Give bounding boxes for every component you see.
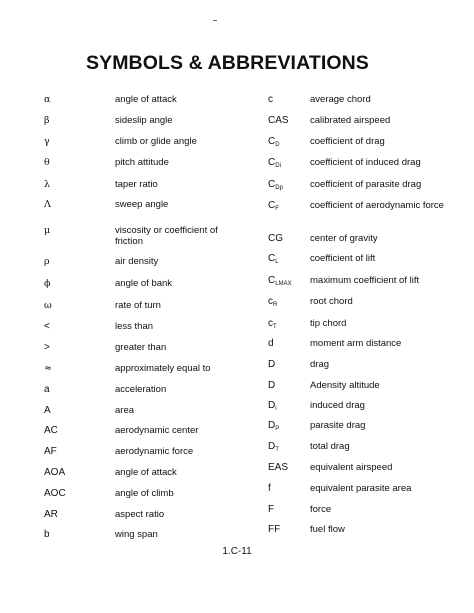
abbreviation: FF xyxy=(268,524,281,535)
definition: angle of attack xyxy=(115,467,177,478)
symbol: θ xyxy=(44,157,50,168)
definition: greater than xyxy=(115,342,167,353)
definition: aerodynamic center xyxy=(115,425,199,436)
abbreviation: D xyxy=(268,380,276,391)
symbol: A xyxy=(44,405,51,416)
symbol: AOA xyxy=(44,467,66,478)
definition: aerodynamic force xyxy=(115,446,194,457)
abbreviation: EAS xyxy=(268,462,289,473)
symbol: ϕ xyxy=(44,278,51,289)
definition: equivalent airspeed xyxy=(310,462,393,473)
definition: induced drag xyxy=(310,400,365,411)
definition: less than xyxy=(115,321,154,332)
definition: moment arm distance xyxy=(310,338,402,349)
symbol: Λ xyxy=(44,199,51,210)
definition: acceleration xyxy=(115,384,167,395)
abbreviation: c xyxy=(268,94,273,105)
definition: tip chord xyxy=(310,318,347,329)
definition: area xyxy=(115,405,135,416)
definition: fuel flow xyxy=(310,524,345,535)
symbol: ρ xyxy=(44,256,50,267)
definition: rate of turn xyxy=(115,300,161,311)
definition: climb or glide angle xyxy=(115,136,197,147)
symbol: AOC xyxy=(44,488,66,499)
abbreviation: CG xyxy=(268,233,283,244)
abbreviation: $C_D$ xyxy=(268,136,280,148)
page-number: 1.C-11 xyxy=(222,546,252,557)
definition: calibrated airspeed xyxy=(310,114,391,126)
definition: angle of attack xyxy=(115,94,177,105)
symbol: γ xyxy=(44,136,50,147)
abbreviation: $C_{LMAX}$ xyxy=(268,275,292,287)
abbreviation: $D_i$ xyxy=(268,400,277,412)
abbreviation: $C_F$ xyxy=(268,200,279,212)
symbol: < xyxy=(44,321,50,332)
definition: Adensity altitude xyxy=(310,380,380,391)
scan-mark xyxy=(213,20,217,21)
definition: total drag xyxy=(310,441,350,452)
abbreviation: CAS xyxy=(268,114,289,126)
symbol: μ xyxy=(44,225,51,236)
definition: coefficient of parasite drag xyxy=(310,179,422,190)
definition: taper ratio xyxy=(115,179,158,190)
definition: coefficient of lift xyxy=(310,253,376,264)
symbol: α xyxy=(44,94,51,105)
symbol: b xyxy=(44,529,50,540)
definition: aspect ratio xyxy=(115,509,165,520)
definition: air density xyxy=(115,256,159,267)
symbol: a xyxy=(44,384,50,395)
symbol: β xyxy=(44,114,50,126)
definition: pitch attitude xyxy=(115,157,169,168)
abbreviation: f xyxy=(268,483,271,494)
abbreviation: $C_{Di}$ xyxy=(268,157,281,169)
abbreviation: $c_R$ xyxy=(268,296,278,308)
page-title: SYMBOLS & ABBREVIATIONS xyxy=(86,52,369,74)
definition: coefficient of aerodynamic force xyxy=(310,200,444,211)
symbol: ω xyxy=(44,300,52,311)
definition: root chord xyxy=(310,296,353,307)
definition: approximately equal to xyxy=(115,363,211,374)
definition: angle of climb xyxy=(115,488,174,499)
definition: angle of bank xyxy=(115,278,173,289)
definition: maximum coefficient of lift xyxy=(310,275,420,286)
abbreviation: $D_P$ xyxy=(268,420,280,432)
symbol: AC xyxy=(44,425,58,436)
abbreviation: $C_{Dp}$ xyxy=(268,179,283,191)
definition: viscosity or coefficient of friction xyxy=(115,225,218,247)
definition: parasite drag xyxy=(310,420,366,431)
abbreviation: $c_T$ xyxy=(268,318,277,330)
abbreviation: D xyxy=(268,359,276,370)
abbreviation: d xyxy=(268,338,274,349)
symbol: > xyxy=(44,342,50,353)
definition: wing span xyxy=(115,529,158,540)
symbol: AF xyxy=(44,446,57,457)
abbreviation: F xyxy=(268,504,275,515)
definition: force xyxy=(310,504,332,515)
abbreviation: $C_L$ xyxy=(268,253,279,265)
definition: sweep angle xyxy=(115,199,169,210)
symbol: AR xyxy=(44,509,58,520)
definition: coefficient of drag xyxy=(310,136,385,147)
definition: equivalent parasite area xyxy=(310,483,412,494)
definition: center of gravity xyxy=(310,233,378,244)
definition: sideslip angle xyxy=(115,114,173,126)
symbol: ≈ xyxy=(44,363,52,374)
abbreviation: $D_T$ xyxy=(268,441,279,453)
definition: drag xyxy=(310,359,330,370)
symbol: λ xyxy=(44,179,51,190)
definition: coefficient of induced drag xyxy=(310,157,421,168)
definition: average chord xyxy=(310,94,371,105)
